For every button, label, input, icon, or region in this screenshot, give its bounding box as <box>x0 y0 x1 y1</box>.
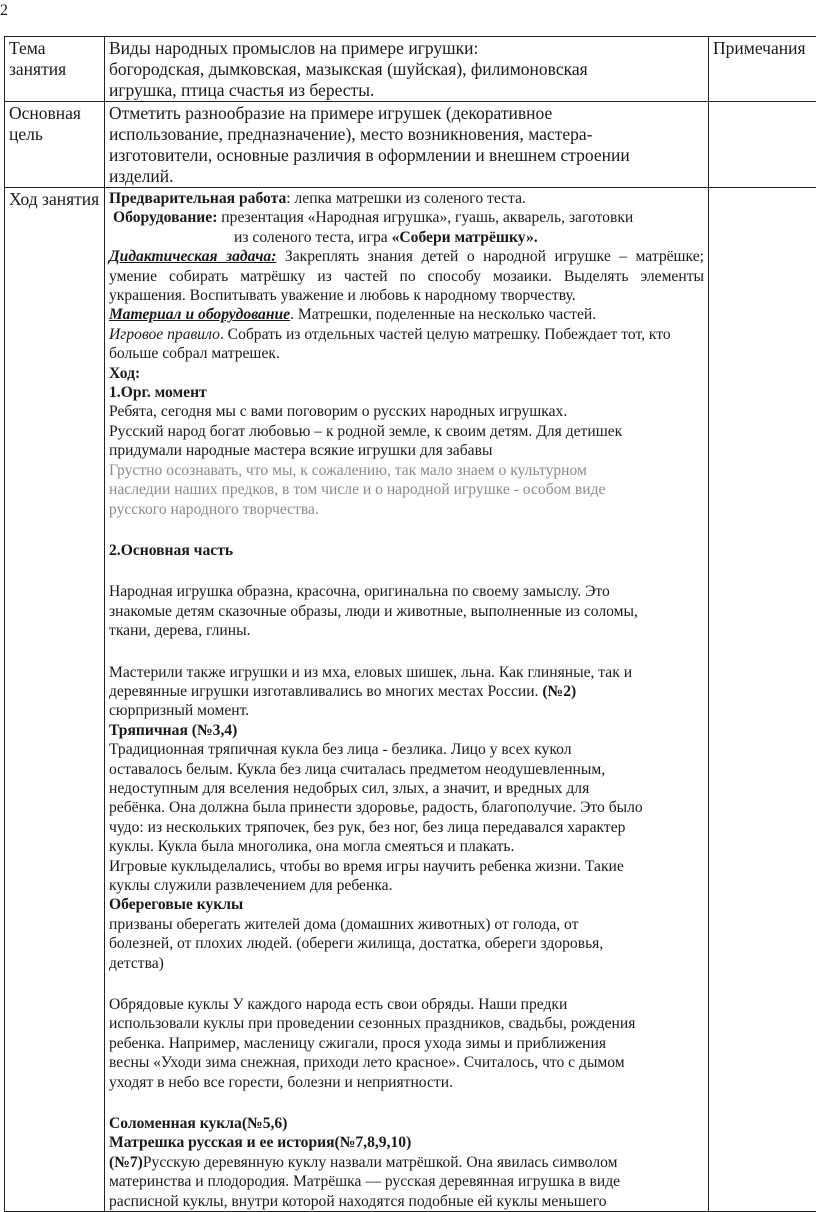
main-line-text: деревянные игрушки изготавливались во многих местах России. <box>109 683 542 700</box>
ritual-line: использовали куклы при проведении сезонных праздников, свадьбы, рождения <box>109 1014 704 1033</box>
amulet-line: призваны оберегать жителей дома (домашних животных) от голода, от <box>109 915 704 934</box>
org-gray-line: русского народного творчества. <box>109 500 704 519</box>
slide-ref: (№7) <box>109 1154 143 1171</box>
course-content <box>105 188 709 1212</box>
course-notes <box>709 188 816 1212</box>
matryoshka-heading: Матрешка русская и ее история(№7,8,9,10) <box>109 1133 704 1152</box>
materials <box>109 305 704 324</box>
org-heading: 1.Орг. момент <box>109 383 704 402</box>
goal-line: изготовители, основные различия в оформлении и внешнем строении <box>109 145 704 166</box>
main-line: ткани, дерева, глины. <box>109 621 704 640</box>
matryoshka-line: материнства и плодородия. Матрёшка — русская деревянная игрушка в виде <box>109 1172 704 1191</box>
lesson-plan-table <box>4 36 816 1212</box>
main-line: сюрпризный момент. <box>109 701 704 720</box>
straw-heading: Соломенная кукла(№5,6) <box>109 1114 704 1133</box>
prelim-text: : лепка матрешки из соленого теста. <box>286 190 526 207</box>
didactic-label: Дидактическая задача: <box>109 248 276 265</box>
rag-line: недоступным для вселения недобрых сил, злых, а значит, и вредных для <box>109 779 704 798</box>
main-line: Мастерили также игрушки и из мха, еловых шишек, льна. Как глиняные, так и <box>109 663 704 682</box>
course-row <box>5 188 816 1212</box>
prelim-work <box>109 189 704 208</box>
theme-line: игрушка, птица счастья из бересты. <box>109 80 704 101</box>
equip-text: презентация «Народная игрушка», гуашь, акварель, заготовки <box>217 209 633 226</box>
notes-header: Примечания <box>709 37 816 102</box>
goal-line: Отметить разнообразие на примере игрушек (декоративное <box>109 103 704 124</box>
goal-notes <box>709 102 816 188</box>
rag-line: оставалось белым. Кукла без лица считалась предметом неодушевленным, <box>109 760 704 779</box>
goal-row <box>5 102 816 188</box>
course-heading: Ход: <box>109 364 704 383</box>
material-text: . Матрешки, поделенные на несколько частей. <box>290 306 596 323</box>
equipment <box>109 208 704 227</box>
org-gray-line: Грустно осознавать, что мы, к сожалению, так мало знаем о культурном <box>109 461 704 480</box>
amulet-heading: Обереговые куклы <box>109 895 704 914</box>
theme-text <box>105 37 709 102</box>
org-paragraph: Ребята, сегодня мы с вами поговорим о русских народных игрушках. <box>109 402 704 421</box>
rule-label: Игровое правило <box>109 326 220 343</box>
ritual-line: уходят в небо все горести, болезни и неприятности. <box>109 1073 704 1092</box>
prelim-label: Предварительная работа <box>109 190 286 207</box>
main-line: Народная игрушка образна, красочна, оригинальна по своему замыслу. Это <box>109 582 704 601</box>
main-line: знакомые детям сказочные образы, люди и животные, выполненные из соломы, <box>109 602 704 621</box>
amulet-line: детства) <box>109 954 704 973</box>
material-label: Материал и оборудование <box>109 306 290 323</box>
rag-line: куклы служили развлечением для ребенка. <box>109 876 704 895</box>
goal-label: Основная цель <box>5 102 105 188</box>
matryoshka-line: расписной куклы, внутри которой находятся подобные ей куклы меньшего <box>109 1192 704 1211</box>
rag-line: куклы. Кукла была многолика, она могла смеяться и плакать. <box>109 837 704 856</box>
rule-text: . Собрать из отдельных частей целую матрешку. Побеждает тот, кто больше собрал матрешек. <box>109 326 671 362</box>
amulet-line: болезней, от плохих людей. (обереги жилища, достатка, обереги здоровья, <box>109 934 704 953</box>
matryoshka-text: Русскую деревянную куклу назвали матрёшкой. Она явилась символом <box>143 1154 618 1171</box>
game-rule <box>109 325 704 364</box>
course-label: Ход занятия <box>5 188 105 1212</box>
theme-row <box>5 37 816 102</box>
rag-heading: Тряпичная (№3,4) <box>109 721 704 740</box>
equip-label: Оборудование: <box>113 209 217 226</box>
didactic-task <box>109 247 704 305</box>
rag-line: Традиционная тряпичная кукла без лица - безлика. Лицо у всех кукол <box>109 740 704 759</box>
didactic-text: Закреплять знания детей о народной игрушке – матрёшке; умение собирать матрёшку из частей по способу мозаики. Выделять элементы украшения. Воспитывать уважение и любовь к народному творчеству. <box>109 248 704 304</box>
page-number: 2 <box>0 2 8 20</box>
main-line <box>109 682 704 701</box>
ritual-line: весны «Уходи зима снежная, приходи лето красное». Считалось, что с дымом <box>109 1053 704 1072</box>
rag-line: чудо: из нескольких тряпочек, без рук, без ног, без лица передавался характер <box>109 818 704 837</box>
goal-line: изделий. <box>109 166 704 187</box>
org-gray-line: наследии наших предков, в том числе и о народной игрушке - особом виде <box>109 480 704 499</box>
equip-game: «Собери матрёшку». <box>392 229 538 246</box>
matryoshka-line <box>109 1153 704 1172</box>
theme-line: Виды народных промыслов на примере игрушки: <box>109 38 704 59</box>
goal-line: использование, предназначение), место возникновения, мастера- <box>109 124 704 145</box>
goal-text <box>105 102 709 188</box>
main-heading: 2.Основная часть <box>109 541 704 560</box>
org-paragraph: Русский народ богат любовью – к родной земле, к своим детям. Для детишек <box>109 422 704 441</box>
ritual-line: Обрядовые куклы У каждого народа есть свои обряды. Наши предки <box>109 995 704 1014</box>
rag-line: ребёнка. Она должна была принести здоровье, радость, благополучие. Это было <box>109 798 704 817</box>
ritual-line: ребенка. Например, масленицу сжигали, прося ухода зимы и приближения <box>109 1034 704 1053</box>
org-paragraph: придумали народные мастера всякие игрушки для забавы <box>109 441 704 460</box>
equip-text2: из соленого теста, игра <box>234 229 392 246</box>
equipment-cont <box>109 228 704 247</box>
theme-line: богородская, дымковская, мазыкская (шуйская), филимоновская <box>109 59 704 80</box>
slide-ref: (№2) <box>542 683 576 700</box>
theme-label: Тема занятия <box>5 37 105 102</box>
rag-line: Игровые куклыделались, чтобы во время игры научить ребенка жизни. Такие <box>109 857 704 876</box>
